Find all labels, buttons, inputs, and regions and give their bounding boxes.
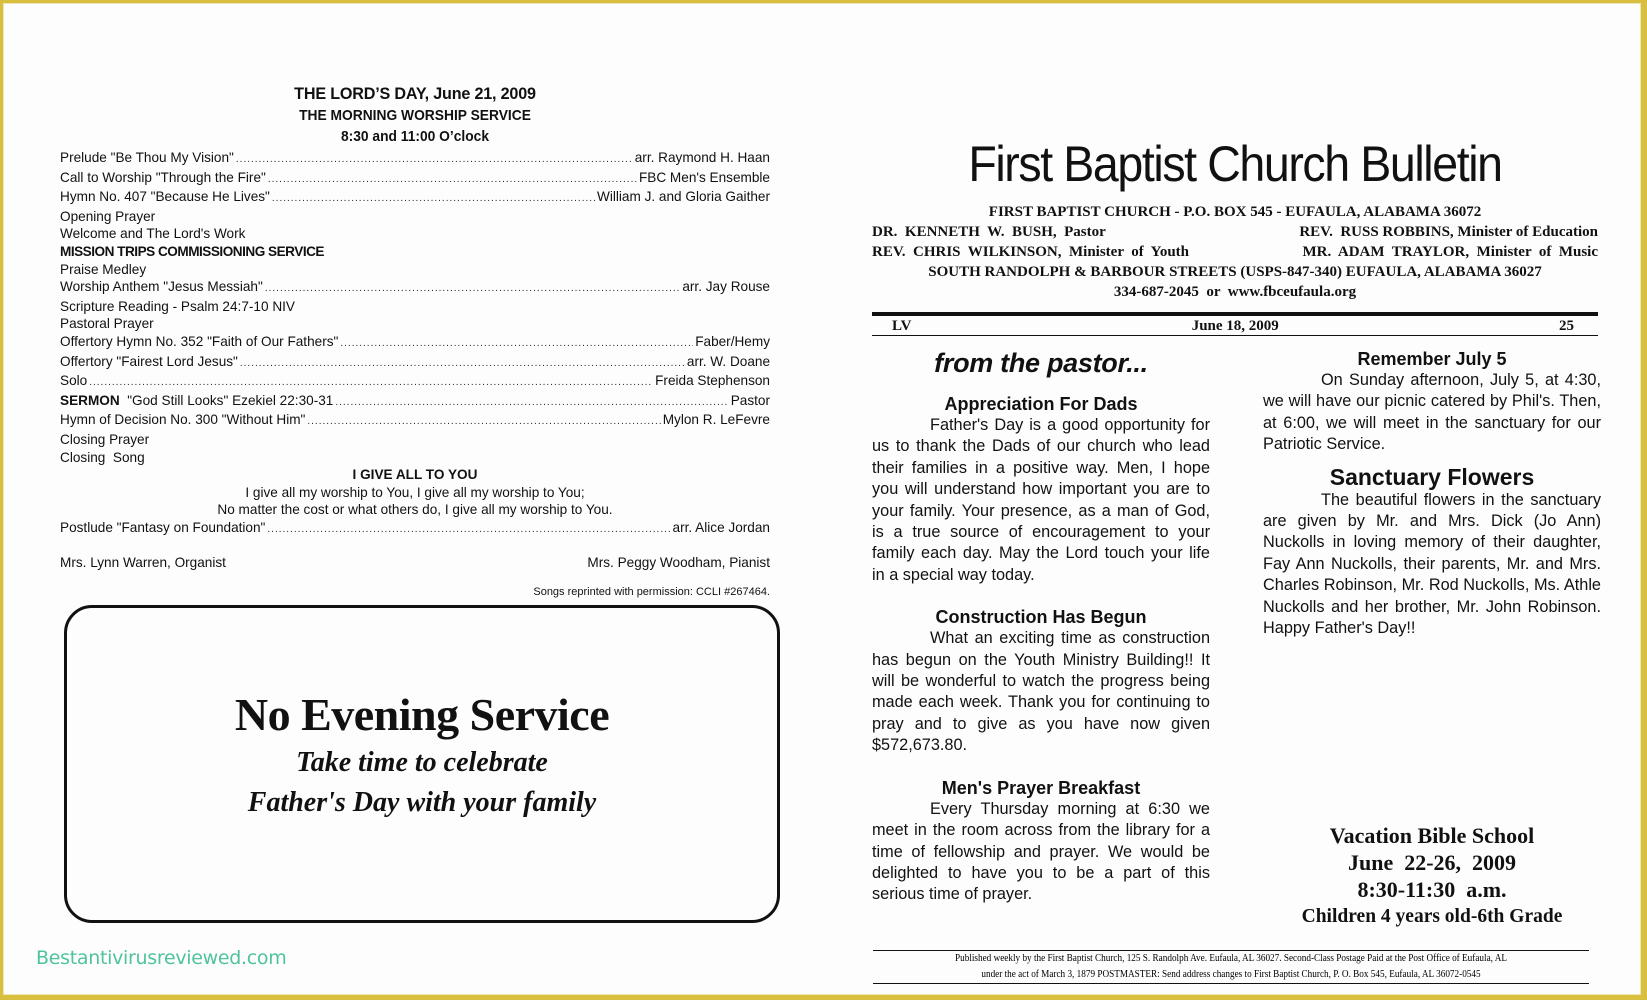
program-item: Hymn of Decision No. 300 "Without Him" ..... Mylon R. LeFevre — [60, 411, 770, 431]
church-address: FIRST BAPTIST CHURCH - P.O. BOX 545 - EUFAULA, ALABAMA 36072 — [988, 204, 1482, 220]
issue-date: June 18, 2009 — [1191, 318, 1279, 334]
service-date-title: THE LORD’S DAY, June 21, 2009 — [294, 84, 536, 103]
staff-row: DR. KENNETH W. BUSH, Pastor REV. RUSS ROBBINS, Minister of Education — [872, 224, 1598, 240]
program-item: Worship Anthem "Jesus Messiah" ..... arr. Jay Rouse — [60, 278, 770, 298]
article-heading: Remember July 5 — [1357, 349, 1507, 369]
watermark-text: Bestantivirusreviewed.com — [36, 947, 287, 969]
church-streets: SOUTH RANDOLPH & BARBOUR STREETS (USPS-847-340) EUFAULA, ALABAMA 36027 — [928, 264, 1542, 280]
program-item: Closing Prayer — [60, 431, 150, 447]
article-body: What an exciting time as construction has begun on the Youth Ministry Building!! It will be wonderful to watch the progress being made each week. Thank you for continuing to pray and to give as you have now given $572,673.80. — [872, 629, 1210, 755]
pianist-credit: Mrs. Peggy Woodham, Pianist — [587, 555, 770, 571]
evening-box-heading: No Evening Service — [234, 689, 610, 740]
footer-line: under the act of March 3, 1879 POSTMASTER: Send address changes to First Baptist Church, P. O. Box 545, Eufaula, AL 36072-0545 — [981, 969, 1481, 980]
service-times: 8:30 and 11:00 O’clock — [340, 128, 490, 145]
news-column — [1263, 344, 1601, 639]
program-item: Praise Medley — [60, 261, 147, 277]
musicians-credits — [60, 554, 770, 572]
article-body: The beautiful flowers in the sanctuary are given by Mr. and Mrs. Dick (Jo Ann) Nuckolls in loving memory of their daughter, Fay Ann Nuckolls, their parents, Mr. and Mrs. Charles Robinson, Mr. Rod Nuckolls, Ms. Athle Nuckolls and her brother, Mr. John Robinson. Happy Father's Day!! — [1263, 490, 1601, 638]
staff-row: REV. CHRIS WILKINSON, Minister of Youth MR. ADAM TRAYLOR, Minister of Music — [872, 244, 1598, 260]
evening-box-line: Take time to celebrate — [296, 747, 548, 778]
article-heading: Appreciation For Dads — [944, 394, 1138, 414]
evening-box-line: Father's Day with your family — [247, 787, 597, 818]
worship-order-panel — [60, 84, 770, 602]
no-evening-service-box — [64, 605, 780, 923]
order-of-service — [60, 149, 770, 602]
church-contact: 334-687-2045 or www.fbceufaula.org — [1113, 284, 1357, 300]
article-body: Every Thursday morning at 6:30 we meet in the room across from the library for a time of fellowship and prayer. We would be delighted to have you to be a part of this serious time of prayer. — [872, 799, 1210, 904]
pastor-column — [872, 344, 1210, 906]
footer-line: Published weekly by the First Baptist Church, 125 S. Randolph Ave. Eufaula, AL 36027. Second-Class Postage Paid at the Post Office of Eufaula, AL — [954, 953, 1508, 964]
issue-number: 25 — [1559, 318, 1574, 334]
article-heading: Sanctuary Flowers — [1329, 463, 1535, 490]
dateline — [872, 316, 1598, 335]
program-item: Welcome and The Lord's Work — [60, 226, 246, 242]
closing-song-lyric: I give all my worship to You, I give all my worship to You; — [245, 484, 585, 500]
program-item: Call to Worship "Through the Fire" ..... FBC Men's Ensemble — [60, 169, 770, 189]
organist-credit: Mrs. Lynn Warren, Organist — [60, 555, 226, 571]
closing-song-title: I GIVE ALL TO YOU — [352, 467, 478, 483]
program-item: Scripture Reading - Psalm 24:7-10 NIV — [60, 298, 295, 314]
masthead-title: First Baptist Church Bulletin — [968, 136, 1502, 192]
publication-footer — [873, 950, 1589, 984]
program-item-sermon: SERMON "God Still Looks" Ezekiel 22:30-31 ..... Pastor — [60, 392, 770, 412]
program-section-heading: MISSION TRIPS COMMISSIONING SERVICE — [60, 243, 324, 259]
program-item-postlude: Postlude "Fantasy on Foundation" ..... arr. Alice Jordan — [60, 519, 770, 539]
article-body: On Sunday afternoon, July 5, at 4:30, we will have our picnic catered by Phil's. Then, at 6:00, we will meet in the sanctuary for our Patriotic Service. — [1263, 371, 1601, 454]
program-item: Solo ..... Freida Stephenson — [60, 372, 770, 392]
bulletin-page — [3, 3, 1641, 995]
service-subtitle: THE MORNING WORSHIP SERVICE — [299, 107, 531, 124]
program-item: Offertory Hymn No. 352 "Faith of Our Fathers" ..... Faber/Hemy — [60, 333, 770, 353]
program-item: Pastoral Prayer — [60, 316, 154, 332]
program-item: Closing Song — [60, 449, 145, 465]
article-heading: Construction Has Begun — [935, 607, 1147, 628]
closing-song-lyric: No matter the cost or what others do, I give all my worship to You. — [217, 502, 613, 518]
article-body: Father's Day is a good opportunity for us to thank the Dads of our church who lead their families in a positive way. Men, I hope you will understand how important you are to your family. Your presence, as a man of God, is a true source of encouragement to your family each day. May the Lord touch your life in a special way today. — [872, 416, 1210, 584]
pastor-section-title: from the pastor... — [934, 348, 1148, 378]
article-heading: Men's Prayer Breakfast — [941, 777, 1141, 798]
bulletin-header — [872, 134, 1598, 336]
program-item: Opening Prayer — [60, 208, 156, 224]
program-item: Offertory "Fairest Lord Jesus" ..... arr. W. Doane — [60, 353, 770, 373]
dateline-divider — [872, 335, 1598, 336]
church-info — [872, 202, 1598, 302]
program-item: Hymn No. 407 "Because He Lives" ..... William J. and Gloria Gaither — [60, 188, 770, 208]
ccli-permission-note: Songs reprinted with permission: CCLI #267464. — [533, 586, 770, 599]
volume-number: LV — [892, 318, 912, 334]
program-item: Prelude "Be Thou My Vision" ..... arr. Raymond H. Haan — [60, 149, 770, 169]
vacation-bible-school-notice: Vacation Bible School June 22-26, 2009 8:30-11:30 a.m. Children 4 years old-6th Grade — [1301, 823, 1563, 927]
